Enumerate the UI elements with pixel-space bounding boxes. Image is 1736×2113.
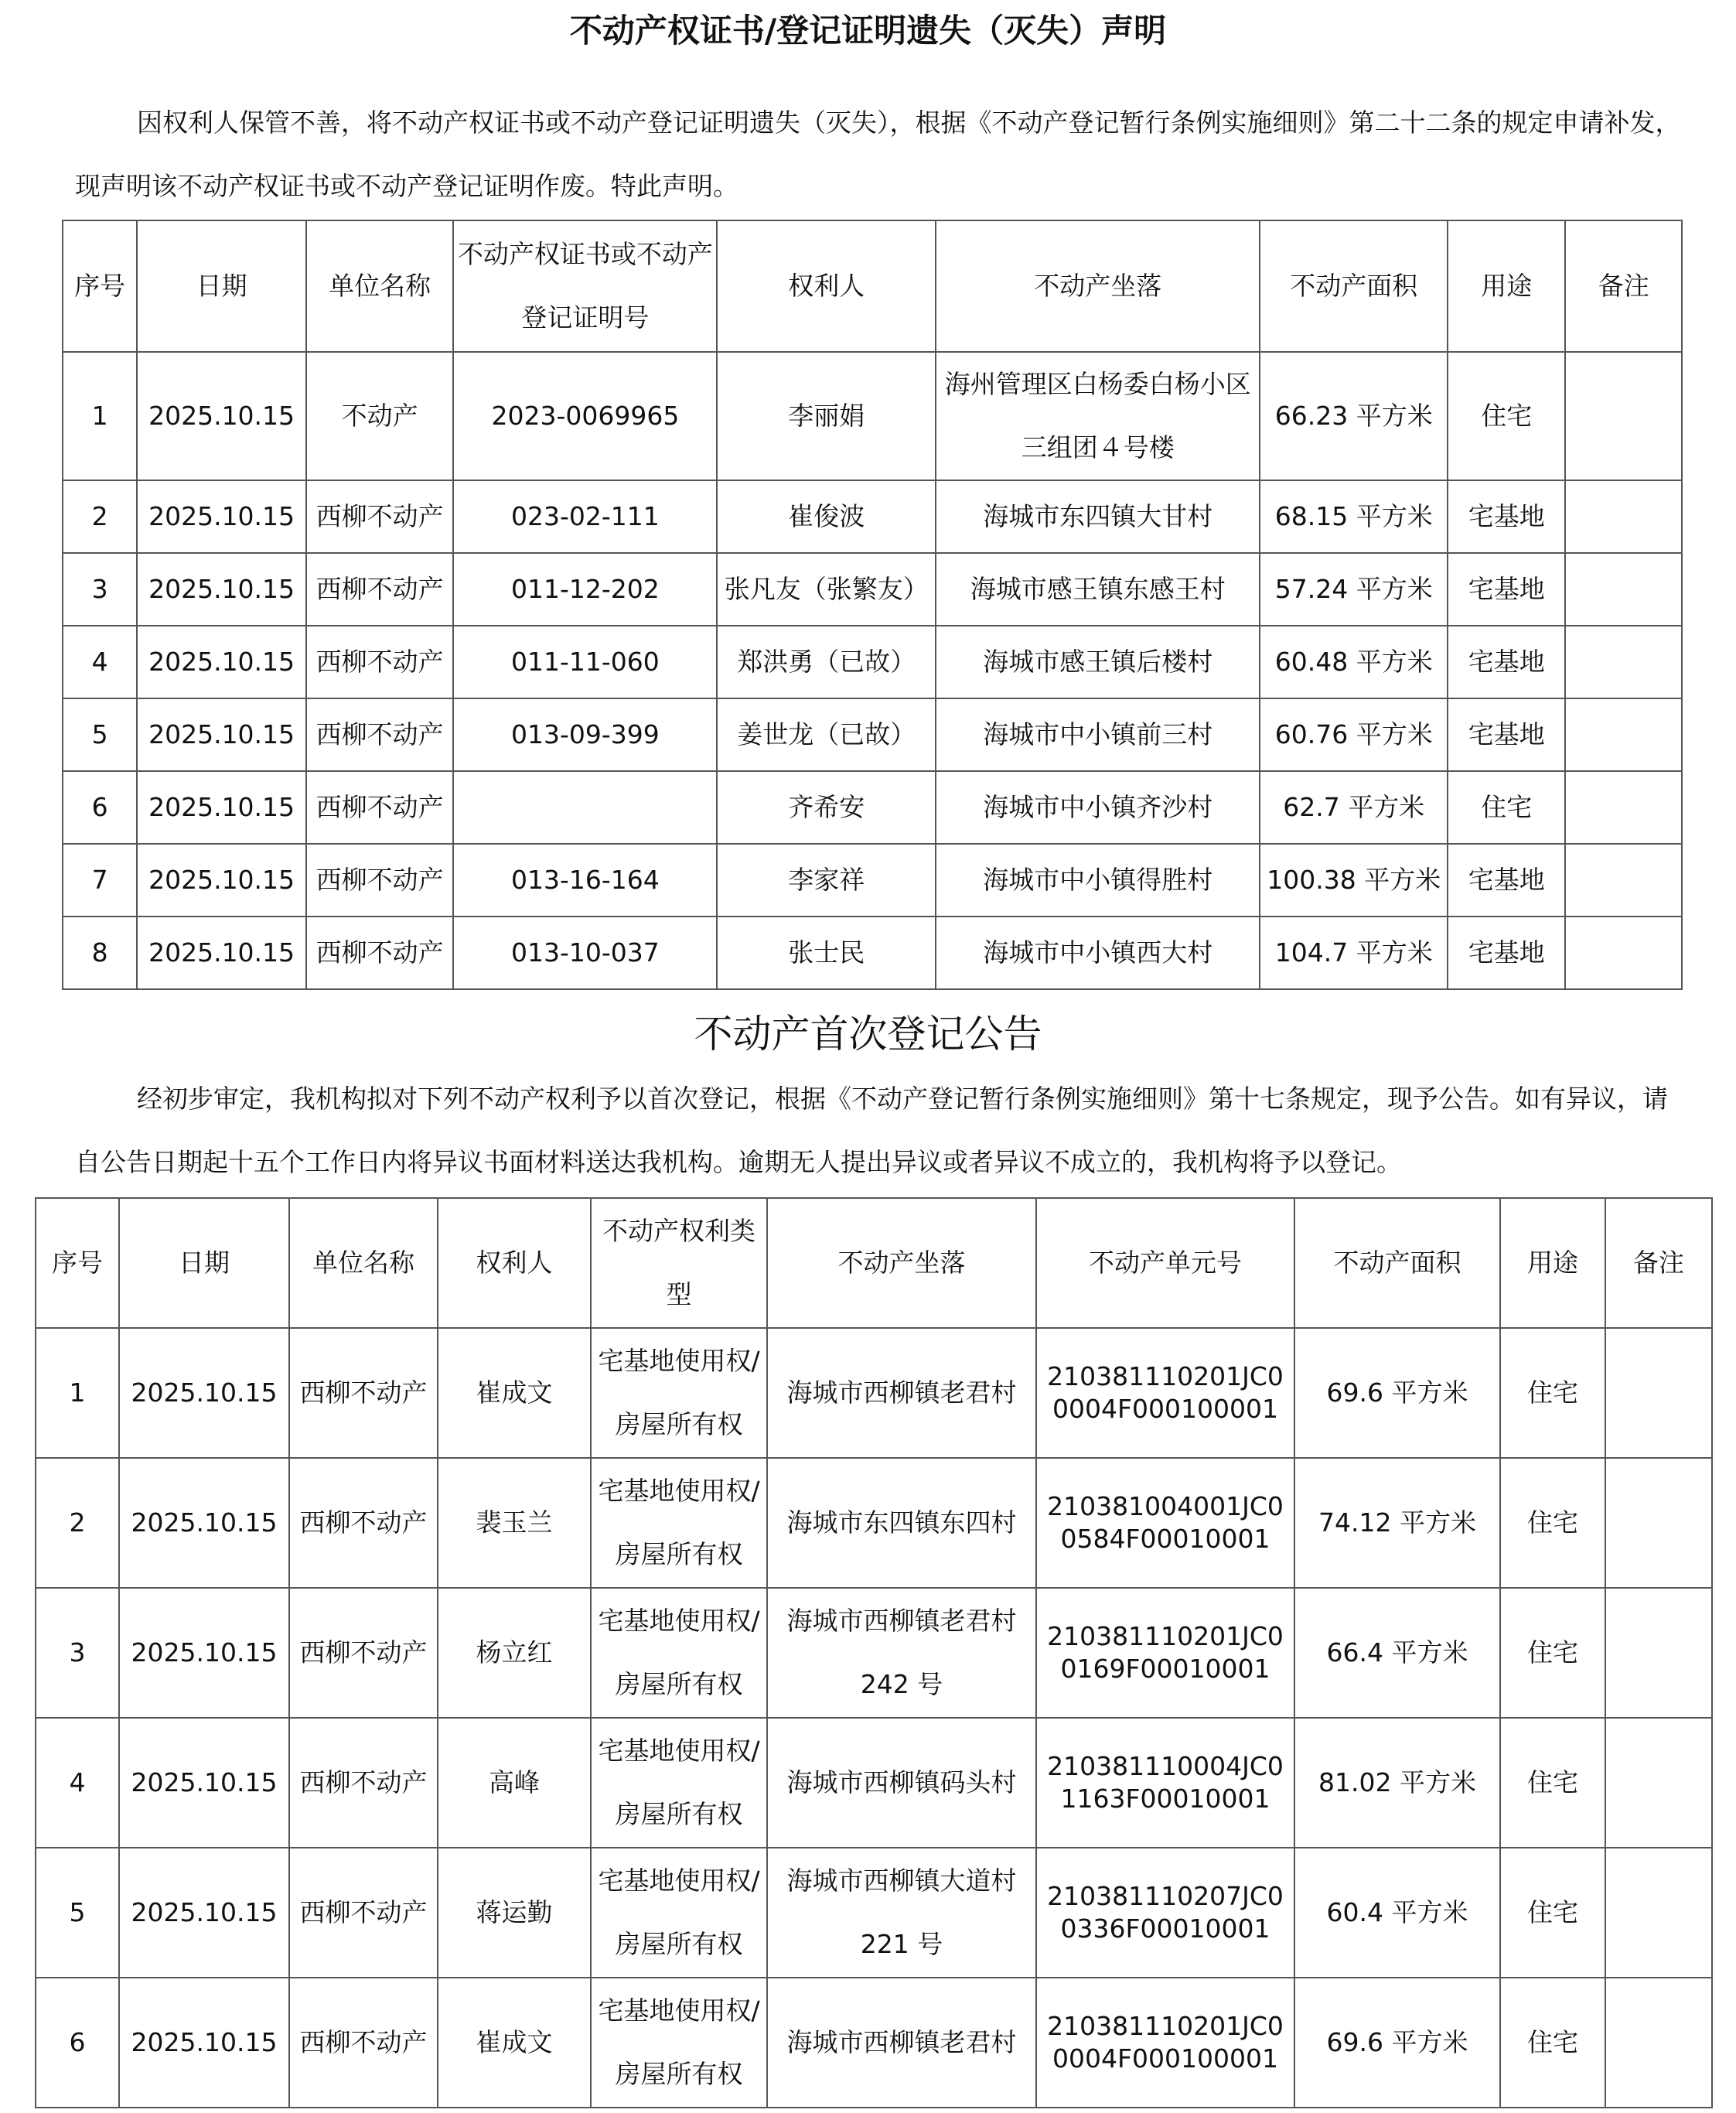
cell-unit-number: 210381110004JC01163F00010001 bbox=[1036, 1718, 1294, 1848]
cell-location: 海城市中小镇得胜村 bbox=[936, 844, 1260, 917]
table-row bbox=[63, 698, 1682, 771]
cell-location: 海城市中小镇齐沙村 bbox=[936, 771, 1260, 844]
header-index: 序号 bbox=[63, 220, 137, 352]
cell-org: 西柳不动产 bbox=[289, 1978, 438, 2108]
cell-date: 2025.10.15 bbox=[119, 1978, 289, 2108]
cell-cert-number: 013-10-037 bbox=[453, 917, 717, 989]
table-row bbox=[36, 1458, 1712, 1588]
cell-usage: 宅基地 bbox=[1448, 844, 1565, 917]
cell-holder: 高峰 bbox=[438, 1718, 591, 1848]
header-usage: 用途 bbox=[1448, 220, 1565, 352]
cell-remark bbox=[1565, 553, 1682, 626]
header-usage: 用途 bbox=[1500, 1198, 1605, 1328]
cell-index: 6 bbox=[36, 1978, 119, 2108]
cell-usage: 宅基地 bbox=[1448, 480, 1565, 553]
header-date: 日期 bbox=[137, 220, 306, 352]
header-org: 单位名称 bbox=[306, 220, 454, 352]
cell-area: 66.4 平方米 bbox=[1294, 1588, 1500, 1718]
cell-org: 西柳不动产 bbox=[306, 480, 454, 553]
cell-usage: 住宅 bbox=[1500, 1978, 1605, 2108]
cell-unit-number: 210381110201JC00169F00010001 bbox=[1036, 1588, 1294, 1718]
cell-area: 68.15 平方米 bbox=[1260, 480, 1448, 553]
cell-remark bbox=[1605, 1848, 1712, 1978]
cell-cert-number bbox=[453, 771, 717, 844]
cell-remark bbox=[1565, 626, 1682, 698]
cell-usage: 住宅 bbox=[1500, 1848, 1605, 1978]
cell-right-type: 宅基地使用权/房屋所有权 bbox=[591, 1978, 767, 2108]
first-registration-title: 不动产首次登记公告 bbox=[694, 1012, 1042, 1056]
cell-date: 2025.10.15 bbox=[137, 553, 306, 626]
cell-date: 2025.10.15 bbox=[137, 698, 306, 771]
header-location: 不动产坐落 bbox=[767, 1198, 1036, 1328]
cell-holder: 李丽娟 bbox=[717, 352, 936, 480]
cell-usage: 宅基地 bbox=[1448, 626, 1565, 698]
table-row bbox=[63, 917, 1682, 989]
cell-org: 不动产 bbox=[306, 352, 454, 480]
cell-org: 西柳不动产 bbox=[289, 1718, 438, 1848]
cell-usage: 住宅 bbox=[1448, 352, 1565, 480]
cell-remark bbox=[1605, 1978, 1712, 2108]
cell-index: 4 bbox=[63, 626, 137, 698]
cell-usage: 宅基地 bbox=[1448, 698, 1565, 771]
cell-right-type: 宅基地使用权/房屋所有权 bbox=[591, 1848, 767, 1978]
cell-org: 西柳不动产 bbox=[289, 1328, 438, 1458]
cell-holder: 崔成文 bbox=[438, 1978, 591, 2108]
table-row bbox=[63, 771, 1682, 844]
cell-usage: 住宅 bbox=[1500, 1328, 1605, 1458]
table-row bbox=[63, 553, 1682, 626]
cell-usage: 住宅 bbox=[1500, 1588, 1605, 1718]
cell-index: 2 bbox=[63, 480, 137, 553]
cell-date: 2025.10.15 bbox=[137, 771, 306, 844]
cell-area: 100.38 平方米 bbox=[1260, 844, 1448, 917]
cell-area: 57.24 平方米 bbox=[1260, 553, 1448, 626]
cell-area: 60.48 平方米 bbox=[1260, 626, 1448, 698]
cell-location: 海城市西柳镇老君村 bbox=[767, 1328, 1036, 1458]
cell-cert-number: 023-02-111 bbox=[453, 480, 717, 553]
cell-location: 海城市东四镇东四村 bbox=[767, 1458, 1036, 1588]
cell-index: 4 bbox=[36, 1718, 119, 1848]
cell-area: 69.6 平方米 bbox=[1294, 1978, 1500, 2108]
cell-right-type: 宅基地使用权/房屋所有权 bbox=[591, 1328, 767, 1458]
cell-index: 1 bbox=[63, 352, 137, 480]
loss-declaration-table bbox=[62, 220, 1683, 990]
cell-location: 海城市中小镇西大村 bbox=[936, 917, 1260, 989]
cell-unit-number: 210381110201JC00004F000100001 bbox=[1036, 1978, 1294, 2108]
cell-area: 66.23 平方米 bbox=[1260, 352, 1448, 480]
cell-org: 西柳不动产 bbox=[306, 698, 454, 771]
cell-holder: 齐希安 bbox=[717, 771, 936, 844]
cell-area: 60.76 平方米 bbox=[1260, 698, 1448, 771]
cell-area: 62.7 平方米 bbox=[1260, 771, 1448, 844]
header-area: 不动产面积 bbox=[1294, 1198, 1500, 1328]
cell-remark bbox=[1565, 352, 1682, 480]
cell-unit-number: 210381110201JC00004F000100001 bbox=[1036, 1328, 1294, 1458]
cell-area: 74.12 平方米 bbox=[1294, 1458, 1500, 1588]
cell-location: 海城市西柳镇老君村242 号 bbox=[767, 1588, 1036, 1718]
cell-usage: 住宅 bbox=[1500, 1458, 1605, 1588]
cell-remark bbox=[1565, 844, 1682, 917]
loss-declaration-title: 不动产权证书/登记证明遗失（灭失）声明 bbox=[569, 12, 1167, 49]
cell-cert-number: 013-16-164 bbox=[453, 844, 717, 917]
table-row bbox=[63, 480, 1682, 553]
cell-remark bbox=[1605, 1458, 1712, 1588]
table-row bbox=[63, 626, 1682, 698]
first-registration-paragraph: 经初步审定，我机构拟对下列不动产权利予以首次登记，根据《不动产登记暂行条例实施细则》第十七条规定，现予公告。如有异议，请自公告日期起十五个工作日内将异议书面材料送达我机构。逾期无人提出异议或者异议不成立的，我机构将予以登记。 bbox=[75, 1084, 1668, 1177]
header-index: 序号 bbox=[36, 1198, 119, 1328]
cell-location: 海城市东四镇大甘村 bbox=[936, 480, 1260, 553]
cell-holder: 姜世龙（已故） bbox=[717, 698, 936, 771]
cell-location: 海城市西柳镇码头村 bbox=[767, 1718, 1036, 1848]
header-holder: 权利人 bbox=[438, 1198, 591, 1328]
cell-remark bbox=[1565, 698, 1682, 771]
cell-location: 海城市西柳镇老君村 bbox=[767, 1978, 1036, 2108]
header-date: 日期 bbox=[119, 1198, 289, 1328]
cell-date: 2025.10.15 bbox=[137, 352, 306, 480]
cell-index: 5 bbox=[63, 698, 137, 771]
cell-usage: 宅基地 bbox=[1448, 917, 1565, 989]
cell-location: 海城市感王镇东感王村 bbox=[936, 553, 1260, 626]
cell-cert-number: 011-11-060 bbox=[453, 626, 717, 698]
cell-org: 西柳不动产 bbox=[306, 626, 454, 698]
cell-index: 5 bbox=[36, 1848, 119, 1978]
first-registration-table bbox=[35, 1197, 1713, 2108]
cell-remark bbox=[1565, 771, 1682, 844]
cell-date: 2025.10.15 bbox=[119, 1458, 289, 1588]
cell-index: 8 bbox=[63, 917, 137, 989]
header-location: 不动产坐落 bbox=[936, 220, 1260, 352]
cell-remark bbox=[1605, 1588, 1712, 1718]
cell-usage: 住宅 bbox=[1448, 771, 1565, 844]
cell-date: 2025.10.15 bbox=[137, 480, 306, 553]
cell-right-type: 宅基地使用权/房屋所有权 bbox=[591, 1588, 767, 1718]
cell-org: 西柳不动产 bbox=[306, 917, 454, 989]
cell-holder: 张士民 bbox=[717, 917, 936, 989]
header-unit-number: 不动产单元号 bbox=[1036, 1198, 1294, 1328]
header-remark: 备注 bbox=[1565, 220, 1682, 352]
cell-holder: 崔俊波 bbox=[717, 480, 936, 553]
table-header-row bbox=[63, 220, 1682, 352]
cell-right-type: 宅基地使用权/房屋所有权 bbox=[591, 1458, 767, 1588]
table-row bbox=[36, 1328, 1712, 1458]
cell-index: 7 bbox=[63, 844, 137, 917]
cell-holder: 李家祥 bbox=[717, 844, 936, 917]
cell-index: 6 bbox=[63, 771, 137, 844]
cell-location: 海城市西柳镇大道村221 号 bbox=[767, 1848, 1036, 1978]
cell-org: 西柳不动产 bbox=[289, 1848, 438, 1978]
cell-location: 海城市感王镇后楼村 bbox=[936, 626, 1260, 698]
cell-org: 西柳不动产 bbox=[306, 771, 454, 844]
cell-date: 2025.10.15 bbox=[119, 1588, 289, 1718]
header-org: 单位名称 bbox=[289, 1198, 438, 1328]
table-row bbox=[36, 1588, 1712, 1718]
cell-right-type: 宅基地使用权/房屋所有权 bbox=[591, 1718, 767, 1848]
cell-holder: 裴玉兰 bbox=[438, 1458, 591, 1588]
cell-area: 69.6 平方米 bbox=[1294, 1328, 1500, 1458]
table-row bbox=[36, 1848, 1712, 1978]
cell-holder: 郑洪勇（已故） bbox=[717, 626, 936, 698]
cell-area: 104.7 平方米 bbox=[1260, 917, 1448, 989]
cell-remark bbox=[1565, 917, 1682, 989]
cell-org: 西柳不动产 bbox=[289, 1458, 438, 1588]
cell-remark bbox=[1605, 1718, 1712, 1848]
cell-unit-number: 210381004001JC00584F00010001 bbox=[1036, 1458, 1294, 1588]
cell-usage: 宅基地 bbox=[1448, 553, 1565, 626]
cell-area: 81.02 平方米 bbox=[1294, 1718, 1500, 1848]
cell-index: 2 bbox=[36, 1458, 119, 1588]
cell-holder: 蒋运勤 bbox=[438, 1848, 591, 1978]
cell-holder: 张凡友（张繁友） bbox=[717, 553, 936, 626]
header-holder: 权利人 bbox=[717, 220, 936, 352]
cell-remark bbox=[1605, 1328, 1712, 1458]
table-row bbox=[63, 352, 1682, 480]
cell-index: 3 bbox=[63, 553, 137, 626]
cell-holder: 杨立红 bbox=[438, 1588, 591, 1718]
cell-remark bbox=[1565, 480, 1682, 553]
cell-index: 1 bbox=[36, 1328, 119, 1458]
table-header-row bbox=[36, 1198, 1712, 1328]
header-area: 不动产面积 bbox=[1260, 220, 1448, 352]
cell-org: 西柳不动产 bbox=[306, 553, 454, 626]
loss-declaration-paragraph: 因权利人保管不善，将不动产权证书或不动产登记证明遗失（灭失），根据《不动产登记暂行条例实施细则》第二十二条的规定申请补发，现声明该不动产权证书或不动产登记证明作废。特此声明。 bbox=[75, 108, 1681, 201]
cell-date: 2025.10.15 bbox=[119, 1718, 289, 1848]
cell-cert-number: 011-12-202 bbox=[453, 553, 717, 626]
cell-location: 海州管理区白杨委白杨小区三组团４号楼 bbox=[936, 352, 1260, 480]
header-remark: 备注 bbox=[1605, 1198, 1712, 1328]
cell-org: 西柳不动产 bbox=[289, 1588, 438, 1718]
cell-unit-number: 210381110207JC00336F00010001 bbox=[1036, 1848, 1294, 1978]
cell-holder: 崔成文 bbox=[438, 1328, 591, 1458]
cell-location: 海城市中小镇前三村 bbox=[936, 698, 1260, 771]
cell-date: 2025.10.15 bbox=[137, 626, 306, 698]
cell-area: 60.4 平方米 bbox=[1294, 1848, 1500, 1978]
cell-cert-number: 2023-0069965 bbox=[453, 352, 717, 480]
header-cert-number: 不动产权证书或不动产登记证明号 bbox=[453, 220, 717, 352]
cell-date: 2025.10.15 bbox=[137, 844, 306, 917]
header-right-type: 不动产权利类型 bbox=[591, 1198, 767, 1328]
table-row bbox=[36, 1978, 1712, 2108]
cell-cert-number: 013-09-399 bbox=[453, 698, 717, 771]
cell-date: 2025.10.15 bbox=[119, 1328, 289, 1458]
cell-index: 3 bbox=[36, 1588, 119, 1718]
cell-usage: 住宅 bbox=[1500, 1718, 1605, 1848]
table-row bbox=[63, 844, 1682, 917]
cell-date: 2025.10.15 bbox=[119, 1848, 289, 1978]
table-row bbox=[36, 1718, 1712, 1848]
cell-org: 西柳不动产 bbox=[306, 844, 454, 917]
cell-date: 2025.10.15 bbox=[137, 917, 306, 989]
